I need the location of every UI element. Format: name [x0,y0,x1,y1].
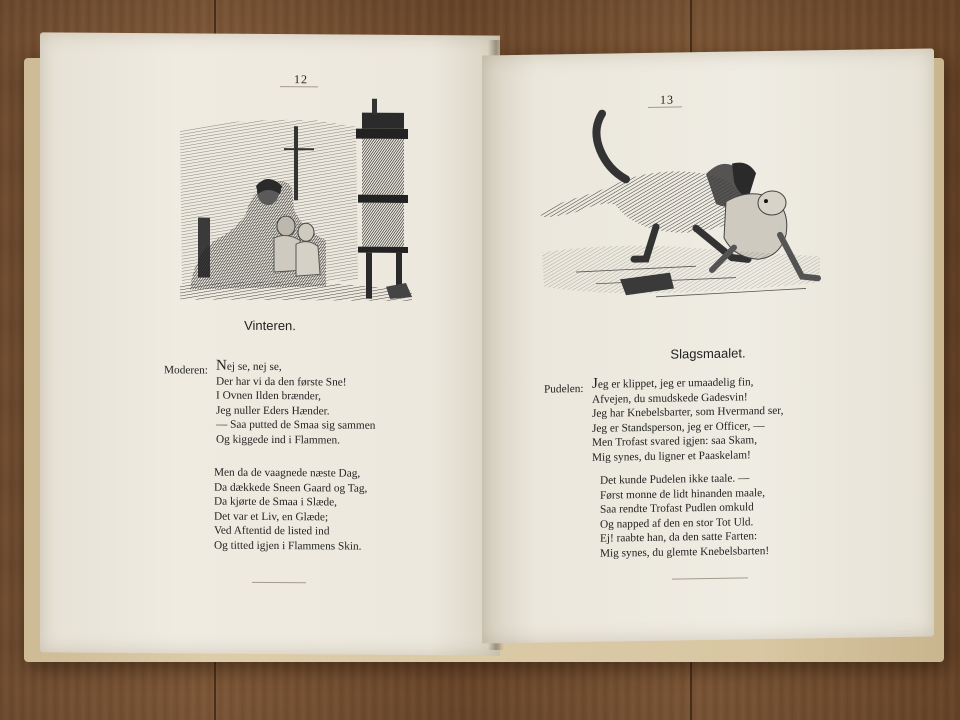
poem-line: Det kunde Pudelen ikke taale. — [600,472,750,487]
end-ornament-rule [672,577,748,579]
page-number-rule [280,86,318,87]
poem-line-text: eg er klippet, jeg er umaadelig fin, [597,376,754,391]
poem-title-vinteren: Vinteren. [244,317,296,334]
poem-line: Da dækkede Sneen Gaard og Tag, [214,481,368,495]
poem-line-text: ej se, nej se, [226,360,282,374]
stanza-2 [600,471,769,561]
poem-line: Og napped af den en stor Tot Uld. [600,516,754,531]
poem-line: Og kiggede ind i Flammen. [216,433,340,447]
poem-line: Men da de vaagnede næste Dag, [214,466,361,480]
end-ornament-rule [252,582,306,583]
dog-fight-engraving [536,106,822,330]
poem-line: Mig synes, du ligner et Paaskelam! [592,449,751,464]
speaker-label: Moderen: [164,364,208,377]
drop-initial: J [592,375,598,392]
stanza-1 [216,359,375,449]
right-page [482,48,934,643]
poem-line: Afvejen, du smudskede Gadesvin! [592,390,748,406]
poem-line: Ej! raabte han, da den satte Farten: [600,530,758,546]
poem-line: Først monne de lidt hinanden maale, [600,486,766,502]
poem-line: Da kjørte de Smaa i Slæde, [214,495,337,509]
poem-line: I Ovnen Ilden brænder, [216,389,321,403]
poem-line: Mig synes, du glemte Knebelsbarten! [600,545,770,560]
page-number-12: 12 [294,72,308,87]
stanza-2 [214,466,367,555]
poem-line: Men Trofast svared igjen: saa Skam, [592,434,758,450]
poem-line: — Saa putted de Smaa sig sammen [216,418,376,433]
page-number-13: 13 [660,92,674,107]
poem-title-slagsmaalet: Slagsmaalet. [670,345,746,362]
poem-line: Jeg nuller Eders Hænder. [216,404,330,418]
stanza-1 [592,374,783,466]
winter-fireside-engraving [176,89,416,301]
drop-initial: N [216,357,227,374]
poem-line: Det var et Liv, en Glæde; [214,510,329,524]
poem-line [216,359,375,376]
poem-line: Jeg er Standsperson, jeg er Officer, — [592,419,765,435]
left-page [40,32,500,655]
poem-line: Og titted igjen i Flammens Skin. [214,539,362,553]
poem-line: Jeg har Knebelsbarter, som Hvermand ser, [592,405,784,421]
poem-line: Der har vi da den første Sne! [216,375,347,389]
speaker-label: Pudelen: [544,382,584,396]
poem-line: Ved Aftentid de listed ind [214,524,330,538]
poem-line: Saa rendte Trofast Pudlen omkuld [600,501,754,516]
